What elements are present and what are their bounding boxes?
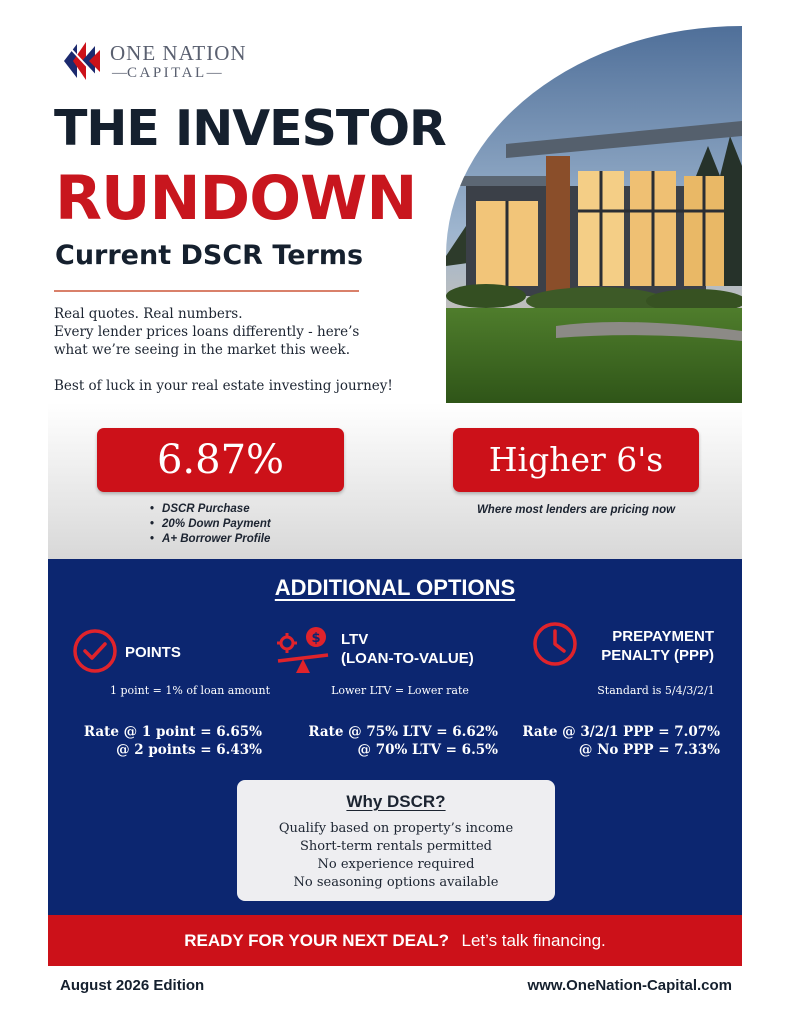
title-divider bbox=[54, 290, 359, 292]
edition-label: August 2026 Edition bbox=[60, 977, 205, 994]
ltv-rates bbox=[280, 723, 498, 759]
brand-logo bbox=[60, 38, 270, 88]
intro-text bbox=[54, 305, 434, 395]
list-item: No seasoning options available bbox=[293, 875, 499, 890]
logo-mark-icon bbox=[60, 38, 104, 84]
intro-line: Real quotes. Real numbers. bbox=[54, 306, 243, 322]
ltv-desc: Lower LTV = Lower rate bbox=[331, 684, 469, 697]
rate-assumptions-list bbox=[150, 502, 271, 547]
points-rate-1: Rate @ 1 point = 6.65% bbox=[83, 724, 262, 740]
list-item: No experience required bbox=[317, 857, 475, 872]
page-title-line1: THE INVESTOR bbox=[54, 100, 446, 157]
brand-name: ONE NATION bbox=[110, 41, 247, 65]
brand-sub: —CAPITAL— bbox=[112, 65, 222, 81]
list-item: • A+ Borrower Profile bbox=[150, 532, 271, 547]
points-rates bbox=[60, 723, 262, 759]
scale-gear-dollar-icon bbox=[274, 625, 334, 675]
headline-rate-badge: 6.87% bbox=[97, 428, 344, 492]
ppp-label: PREPAYMENT PENALTY (PPP) bbox=[601, 628, 714, 664]
why-dscr-box bbox=[237, 780, 555, 901]
ppp-rates bbox=[520, 723, 720, 759]
market-range-note: Where most lenders are pricing now bbox=[476, 504, 676, 516]
ppp-rate-1: Rate @ 3/2/1 PPP = 7.07% bbox=[522, 724, 720, 740]
page-subtitle: Current DSCR Terms bbox=[55, 240, 364, 271]
page-title-line2: RUNDOWN bbox=[55, 163, 417, 234]
cta-headline: READY FOR YOUR NEXT DEAL? bbox=[184, 931, 450, 950]
ppp-desc: Standard is 5/4/3/2/1 bbox=[597, 684, 715, 697]
points-desc: 1 point = 1% of loan amount bbox=[109, 684, 270, 697]
list-item: Short-term rentals permitted bbox=[300, 839, 492, 854]
why-dscr-list bbox=[237, 820, 555, 892]
checkmark-circle-icon bbox=[72, 628, 118, 674]
points-rate-2: @ 2 points = 6.43% bbox=[116, 742, 262, 758]
intro-line: what we’re seeing in the market this week. bbox=[54, 342, 350, 358]
cta-banner[interactable] bbox=[48, 915, 742, 966]
ltv-rate-1: Rate @ 75% LTV = 6.62% bbox=[308, 724, 498, 740]
ltv-label: LTV (LOAN-TO-VALUE) bbox=[341, 631, 474, 667]
cta-subline: Let’s talk financing. bbox=[461, 931, 606, 950]
points-label: POINTS bbox=[125, 644, 181, 661]
intro-line: Every lender prices loans differently - here’s bbox=[54, 324, 360, 340]
list-item: • DSCR Purchase bbox=[150, 502, 271, 517]
list-item: Qualify based on property’s income bbox=[278, 821, 514, 836]
ltv-rate-2: @ 70% LTV = 6.5% bbox=[357, 742, 498, 758]
market-range-badge: Higher 6's bbox=[453, 428, 699, 492]
why-dscr-title: Why DSCR? bbox=[346, 792, 446, 811]
website-link[interactable]: www.OneNation-Capital.com bbox=[527, 977, 732, 994]
ppp-rate-2: @ No PPP = 7.33% bbox=[578, 742, 720, 758]
svg-text:$: $ bbox=[311, 631, 321, 646]
additional-options-title: ADDITIONAL OPTIONS bbox=[274, 575, 516, 600]
house-photo bbox=[446, 26, 742, 403]
list-item: • 20% Down Payment bbox=[150, 517, 271, 532]
intro-closing: Best of luck in your real estate investing journey! bbox=[54, 378, 393, 394]
